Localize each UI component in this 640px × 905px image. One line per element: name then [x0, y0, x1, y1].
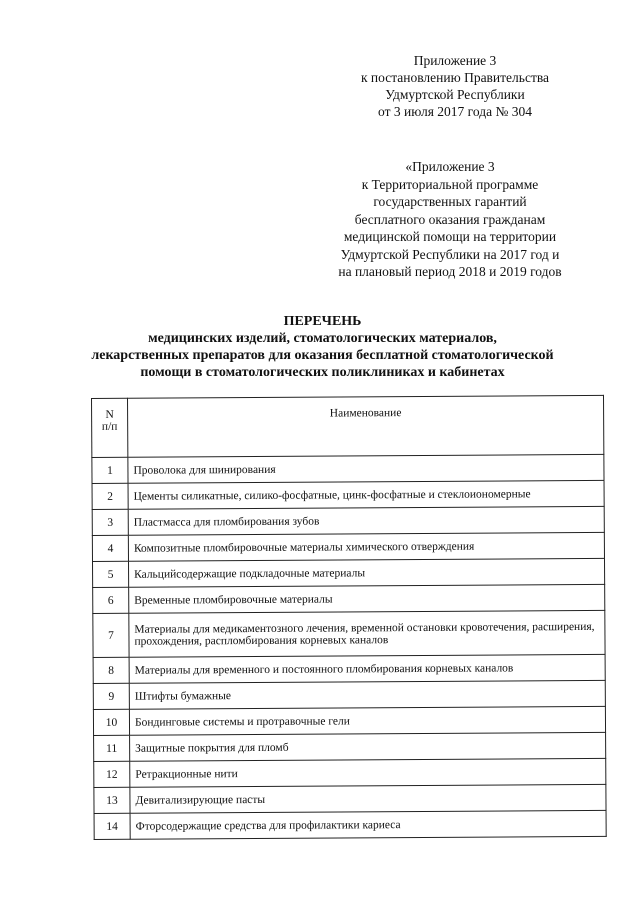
row-name: Материалы для медикаментозного лечения, временной остановки кровотечения, расширения, прохождения, распломбирования корневых каналов: [129, 610, 605, 657]
row-number: 11: [94, 735, 130, 761]
column-header-name: Наименование: [128, 395, 604, 457]
row-number: 10: [93, 709, 129, 735]
table-header-row: [92, 395, 604, 457]
table-row: [92, 506, 604, 535]
title-line: лекарственных препаратов для оказания бесплатной стоматологической: [91, 348, 554, 363]
row-name: Материалы для временного и постоянного пломбирования корневых каналов: [129, 654, 605, 683]
row-number: 12: [94, 761, 130, 787]
document-title: [60, 313, 585, 381]
row-number: 7: [93, 613, 129, 657]
row-number: 3: [92, 509, 128, 535]
table-row: [93, 610, 605, 657]
row-number: 5: [92, 561, 128, 587]
row-name: Штифты бумажные: [129, 680, 605, 709]
appendix-line: от 3 июля 2017 года № 304: [378, 104, 532, 119]
program-appendix-header: [320, 158, 580, 281]
appendix2-line: медицинской помощи на территории: [343, 229, 557, 244]
appendix2-line: на плановый период 2018 и 2019 годов: [338, 264, 562, 279]
row-name: Кальцийсодержащие подкладочные материалы: [128, 558, 604, 587]
appendix-header: [330, 52, 580, 120]
table-row: [92, 480, 604, 509]
appendix2-line: «Приложение 3: [405, 159, 495, 174]
row-number: 8: [93, 657, 129, 683]
row-number: 14: [94, 813, 130, 839]
title-heading: ПЕРЕЧЕНЬ: [283, 314, 362, 329]
row-name: Временные пломбировочные материалы: [129, 584, 605, 613]
row-name: Композитные пломбировочные материалы химического отверждения: [128, 532, 604, 561]
table-row: [93, 706, 605, 735]
table-row: [92, 454, 604, 483]
row-name: Бондинговые системы и протравочные гели: [129, 706, 605, 735]
row-name: Цементы силикатные, силико-фосфатные, цинк-фосфатные и стеклоиономерные: [128, 480, 604, 509]
materials-table: [91, 395, 607, 840]
row-name: Девитализирующие пасты: [130, 784, 606, 813]
row-number: 2: [92, 483, 128, 509]
row-number: 13: [94, 787, 130, 813]
appendix-line: Удмуртской Республики: [385, 87, 525, 102]
appendix-line: Приложение 3: [413, 53, 497, 68]
title-line: помощи в стоматологических поликлиниках и кабинетах: [140, 365, 505, 380]
row-number: 6: [93, 587, 129, 613]
table-row: [94, 810, 606, 839]
appendix2-line: бесплатного оказания гражданам: [354, 211, 546, 227]
row-name: Защитные покрытия для пломб: [130, 732, 606, 761]
table-row: [94, 732, 606, 761]
column-header-number: N п/п: [92, 398, 128, 457]
row-number: 4: [92, 535, 128, 561]
row-name: Проволока для шинирования: [128, 454, 604, 483]
table-row: [94, 758, 606, 787]
table-row: [93, 680, 605, 709]
row-name: Пластмасса для пломбирования зубов: [128, 506, 604, 535]
title-line: медицинских изделий, стоматологических материалов,: [148, 331, 497, 346]
row-number: 1: [92, 457, 128, 483]
appendix2-line: Удмуртской Республики на 2017 год и: [340, 246, 560, 262]
table-row: [94, 784, 606, 813]
table-row: [92, 558, 604, 587]
row-name: Фторсодержащие средства для профилактики кариеса: [130, 810, 606, 839]
row-name: Ретракционные нити: [130, 758, 606, 787]
row-number: 9: [93, 683, 129, 709]
appendix-line: к постановлению Правительства: [360, 70, 550, 85]
table-row: [93, 584, 605, 613]
appendix2-line: к Территориальной программе: [361, 176, 539, 192]
table-row: [92, 532, 604, 561]
table-row: [93, 654, 605, 683]
appendix2-line: государственных гарантий: [373, 194, 527, 209]
